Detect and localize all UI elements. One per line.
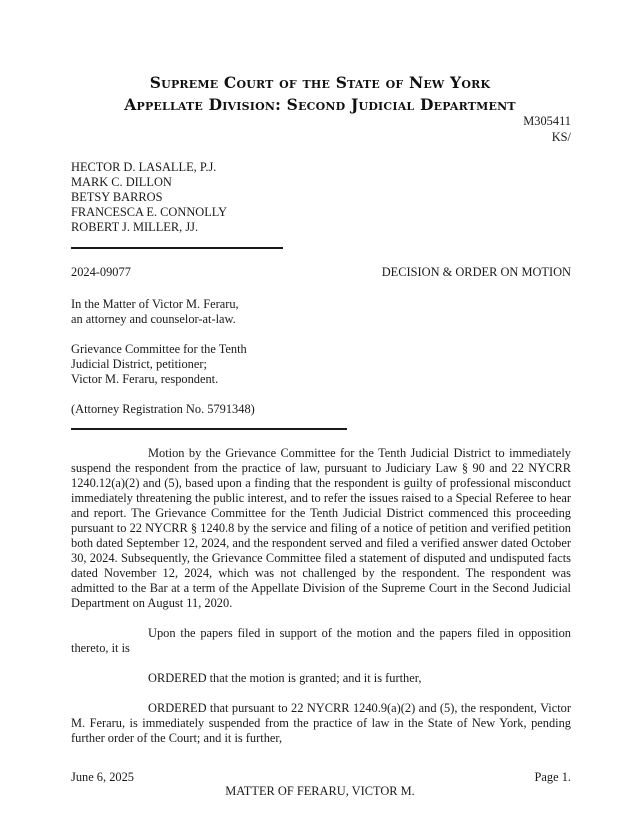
divider-line xyxy=(71,428,347,430)
court-name: Supreme Court of the State of New York xyxy=(149,73,491,92)
clerk-initials: KS/ xyxy=(551,130,571,144)
page-number: Page 1. xyxy=(534,770,571,784)
attorney-registration: (Attorney Registration No. 5791348) xyxy=(71,402,255,416)
document-type: DECISION & ORDER ON MOTION xyxy=(381,265,571,279)
justice-name: BETSY BARROS xyxy=(71,190,163,204)
divider-line xyxy=(71,247,283,249)
justice-name: HECTOR D. LASALLE, P.J. xyxy=(71,160,217,174)
justice-name: MARK C. DILLON xyxy=(71,175,172,189)
footer-date: June 6, 2025 xyxy=(71,770,134,784)
footer-case-title: MATTER OF FERARU, VICTOR M. xyxy=(225,784,415,798)
party-line: Victor M. Feraru, respondent. xyxy=(71,372,219,386)
matter-block xyxy=(71,297,255,327)
party-line: Grievance Committee for the Tenth xyxy=(71,342,247,356)
case-caption xyxy=(71,297,255,432)
court-header xyxy=(0,72,640,116)
matter-line: In the Matter of Victor M. Feraru, xyxy=(71,297,239,311)
order-paragraph: ORDERED that the motion is granted; and it is further, xyxy=(148,671,422,685)
motion-paragraph: Motion by the Grievance Committee for the Tenth Judicial District to immediately suspend the respondent from the practice of law, pursuant to Judiciary Law § 90 and 22 NYCRR 1240.12(a)(2) and (5), based upon a finding that the respondent is guilty of professional misconduct immediately threatening the public interest, and to refer the issues raised to a Special Referee to hear and report. The Grievance Committee for the Tenth Judicial District commenced this proceeding pursuant to 22 NYCRR § 1240.8 by the service and filing of a notice of petition and verified petition both dated September 12, 2024, and the respondent served and filed a verified answer dated October 30, 2024. Subsequently, the Grievance Committee filed a statement of disputed and undisputed facts dated November 12, 2024, which was not challenged by the respondent. The respondent was admitted to the Bar at a term of the Appellate Division of the Supreme Court in the Second Judicial Department on August 11, 2020. xyxy=(71,446,571,610)
docket-reference xyxy=(523,113,571,145)
order-paragraph: ORDERED that pursuant to 22 NYCRR 1240.9(a)(2) and (5), the respondent, Victor M. Feraru, is immediately suspended from the practice of law in the State of New York, pending further order of the Court; and it is further, xyxy=(71,701,571,745)
case-number: 2024-09077 xyxy=(71,265,131,279)
matter-line: an attorney and counselor-at-law. xyxy=(71,312,236,326)
party-line: Judicial District, petitioner; xyxy=(71,357,207,371)
court-division: Appellate Division: Second Judicial Department xyxy=(124,95,516,114)
papers-paragraph: Upon the papers filed in support of the motion and the papers filed in opposition thereto, it is xyxy=(71,626,571,655)
justice-name: ROBERT J. MILLER, JJ. xyxy=(71,220,199,234)
justice-name: FRANCESCA E. CONNOLLY xyxy=(71,205,228,219)
parties-block xyxy=(71,342,255,387)
justices-panel xyxy=(71,160,227,235)
motion-number: M305411 xyxy=(523,114,571,128)
decision-body xyxy=(71,446,571,761)
